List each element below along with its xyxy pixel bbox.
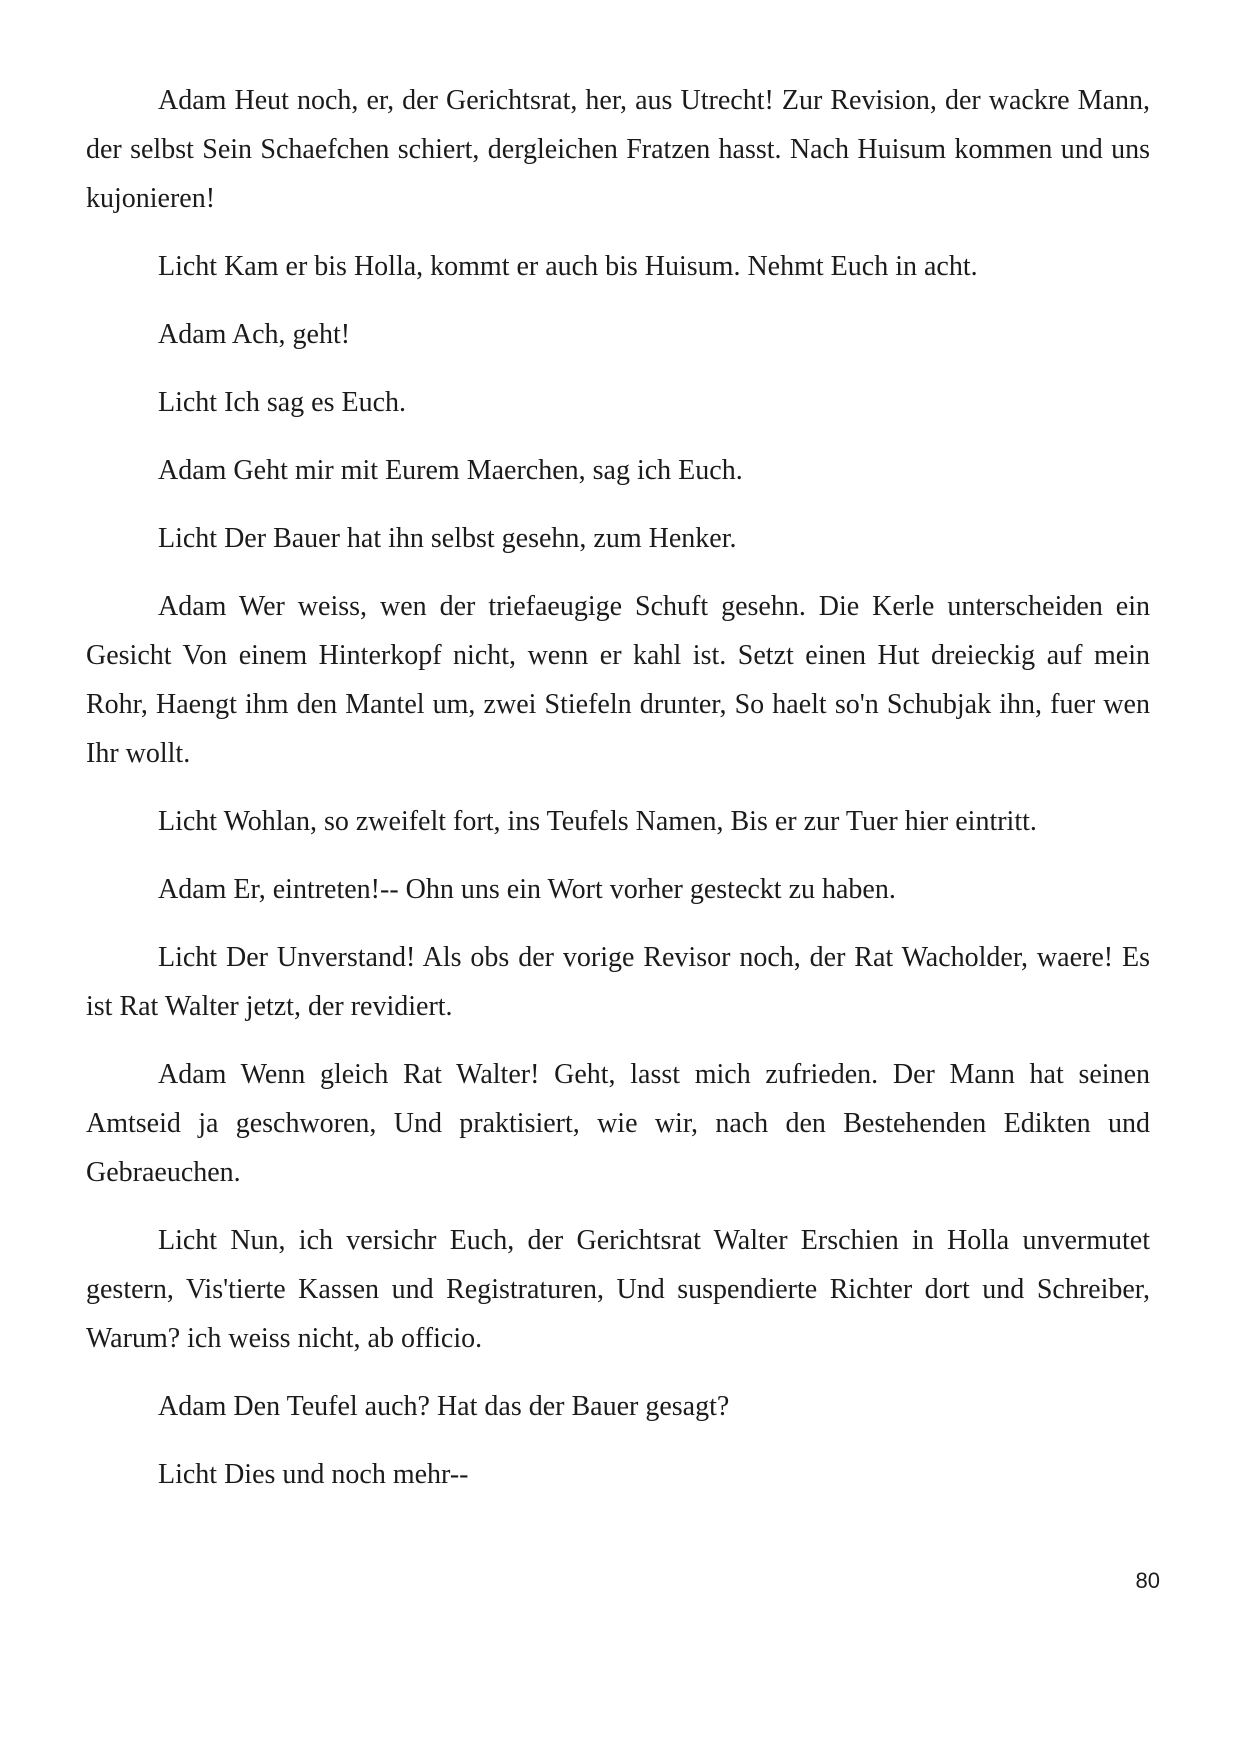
paragraph-13: Adam Den Teufel auch? Hat das der Bauer gesagt? (158, 1391, 730, 1422)
paragraph-9: Adam Er, eintreten!-- Ohn uns ein Wort vorher gesteckt zu haben. (158, 874, 896, 905)
paragraph-1: Adam Heut noch, er, der Gerichtsrat, her, aus Utrecht! Zur Revision, der wackre Mann, der selbst Sein Schaefchen schiert, dergleichen Fratzen hasst. Nach Huisum kommen und uns kujonieren! (86, 85, 1150, 214)
page-number: 80 (1135, 1568, 1160, 1593)
paragraph-14: Licht Dies und noch mehr-- (158, 1459, 469, 1490)
paragraph-2: Licht Kam er bis Holla, kommt er auch bis Huisum. Nehmt Euch in acht. (158, 251, 978, 282)
body-text (86, 76, 1150, 1518)
paragraph-3: Adam Ach, geht! (158, 319, 351, 350)
paragraph-7: Adam Wer weiss, wen der triefaeugige Schuft gesehn. Die Kerle unterscheiden ein Gesicht Von einem Hinterkopf nicht, wenn er kahl ist. Setzt einen Hut dreieckig auf mein Rohr, Haengt ihm den Mantel um, zwei Stiefeln drunter, So haelt so'n Schubjak ihn, fuer wen Ihr wollt. (86, 591, 1150, 769)
paragraph-5: Adam Geht mir mit Eurem Maerchen, sag ich Euch. (158, 455, 743, 486)
paragraph-11: Adam Wenn gleich Rat Walter! Geht, lasst mich zufrieden. Der Mann hat seinen Amtseid ja geschworen, Und praktisiert, wie wir, nach den Bestehenden Edikten und Gebraeuchen. (86, 1059, 1150, 1188)
paragraph-4: Licht Ich sag es Euch. (158, 387, 407, 418)
paragraph-12: Licht Nun, ich versichr Euch, der Gerichtsrat Walter Erschien in Holla unvermutet gestern, Vis'tierte Kassen und Registraturen, Und suspendierte Richter dort und Schreiber, Warum? ich weiss nicht, ab officio. (86, 1225, 1150, 1354)
paragraph-10: Licht Der Unverstand! Als obs der vorige Revisor noch, der Rat Wacholder, waere! Es ist Rat Walter jetzt, der revidiert. (86, 942, 1150, 1022)
paragraph-6: Licht Der Bauer hat ihn selbst gesehn, zum Henker. (158, 523, 737, 554)
paragraph-8: Licht Wohlan, so zweifelt fort, ins Teufels Namen, Bis er zur Tuer hier eintritt. (158, 806, 1037, 837)
